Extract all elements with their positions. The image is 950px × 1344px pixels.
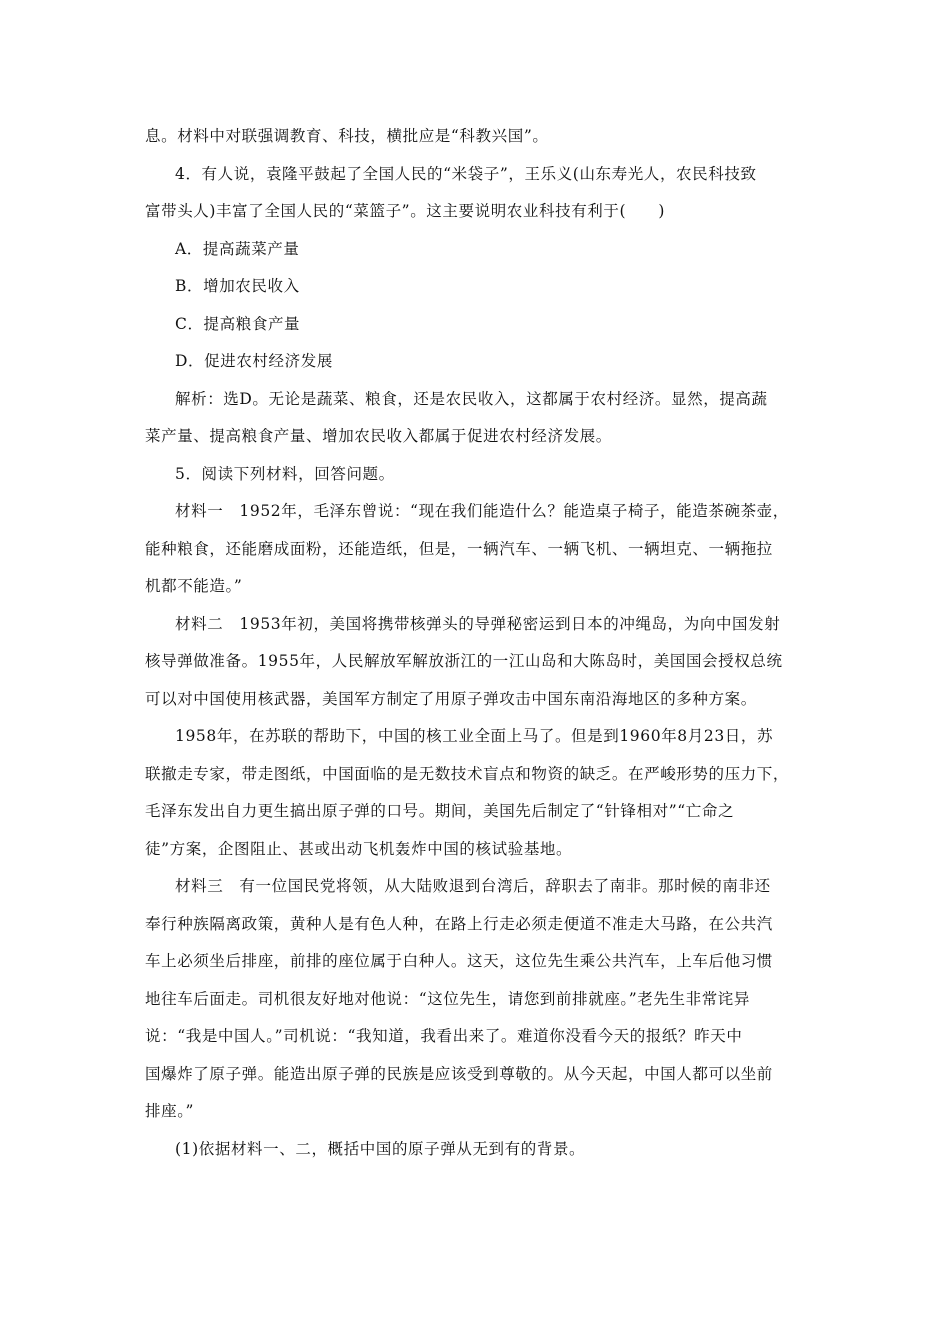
text-line-1: 息。材料中对联强调教育、科技，横批应是“科教兴国”。: [145, 127, 549, 145]
material-3: 材料三 有一位国民党将领，从大陆败退到台湾后，辞职去了南非。那时候的南非还: [175, 877, 771, 895]
material-2-para2: 1958年，在苏联的帮助下，中国的核工业全面上马了。但是到1960年8月23日，苏: [175, 727, 774, 745]
sub-question-1: (1)依据材料一、二，概括中国的原子弹从无到有的背景。: [175, 1139, 586, 1158]
material-2-para2-cont: 联撤走专家，带走图纸，中国面临的是无数技术盲点和物资的缺乏。在严峻形势的压力下，: [145, 764, 790, 783]
material-3-end: 排座。”: [145, 1102, 195, 1120]
material-3-cont: 奉行种族隔离政策，黄种人是有色人种，在路上行走必须走便道不准走大马路，在公共汽: [145, 914, 773, 933]
material-2-cont: 核导弹做准备。1955年，人民解放军解放浙江的一江山岛和大陈岛时，美国国会授权总统: [145, 652, 783, 670]
material-2-cont: 可以对中国使用核武器，美国军方制定了用原子弹攻击中国东南沿海地区的多种方案。: [145, 689, 757, 708]
document-page: [145, 118, 810, 1168]
option-c: C．提高粮食产量: [175, 314, 301, 333]
material-3-cont: 说：“我是中国人。”司机说：“我知道，我看出来了。难道你没看今天的报纸？昨天中: [145, 1027, 743, 1045]
material-1-end: 机都不能造。”: [145, 577, 243, 595]
option-d: D．促进农村经济发展: [175, 352, 333, 370]
material-1: 材料一 1952年，毛泽东曾说：“现在我们能造什么？能造桌子椅子，能造茶碗茶壶，: [175, 502, 789, 520]
analysis-cont: 菜产量、提高粮食产量、增加农民收入都属于促进农村经济发展。: [145, 427, 612, 445]
option-b: B．增加农民收入: [175, 277, 300, 295]
material-2-para2-end: 徒”方案，企图阻止、甚或出动飞机轰炸中国的核试验基地。: [145, 839, 573, 858]
material-3-cont: 国爆炸了原子弹。能造出原子弹的民族是应该受到尊敬的。从今天起，中国人都可以坐前: [145, 1064, 773, 1083]
question-4-stem: 4．有人说，袁隆平鼓起了全国人民的“米袋子”，王乐义(山东寿光人，农民科技致: [175, 164, 757, 183]
material-2: 材料二 1953年初，美国将携带核弹头的导弹秘密运到日本的冲绳岛，为向中国发射: [175, 614, 781, 633]
material-3-cont: 地往车后面走。司机很友好地对他说：“这位先生，请您到前排就座。”老先生非常诧异: [145, 989, 751, 1008]
option-a: A．提高蔬菜产量: [175, 239, 300, 258]
material-2-para2-cont: 毛泽东发出自力更生搞出原子弹的口号。期间，美国先后制定了“针锋相对”“亡命之: [145, 802, 735, 820]
material-3-cont: 车上必须坐后排座，前排的座位属于白种人。这天，这位先生乘公共汽车，上车后他习惯: [145, 952, 773, 970]
question-4-stem-cont: 富带头人)丰富了全国人民的“菜篮子”。这主要说明农业科技有利于( ): [145, 202, 665, 220]
question-5-stem: 5．阅读下列材料，回答问题。: [175, 464, 395, 483]
material-1-cont: 能种粮食，还能磨成面粉，还能造纸，但是，一辆汽车、一辆飞机、一辆坦克、一辆拖拉: [145, 539, 773, 558]
analysis: 解析：选D。无论是蔬菜、粮食，还是农民收入，这都属于农村经济。显然，提高蔬: [175, 389, 768, 408]
